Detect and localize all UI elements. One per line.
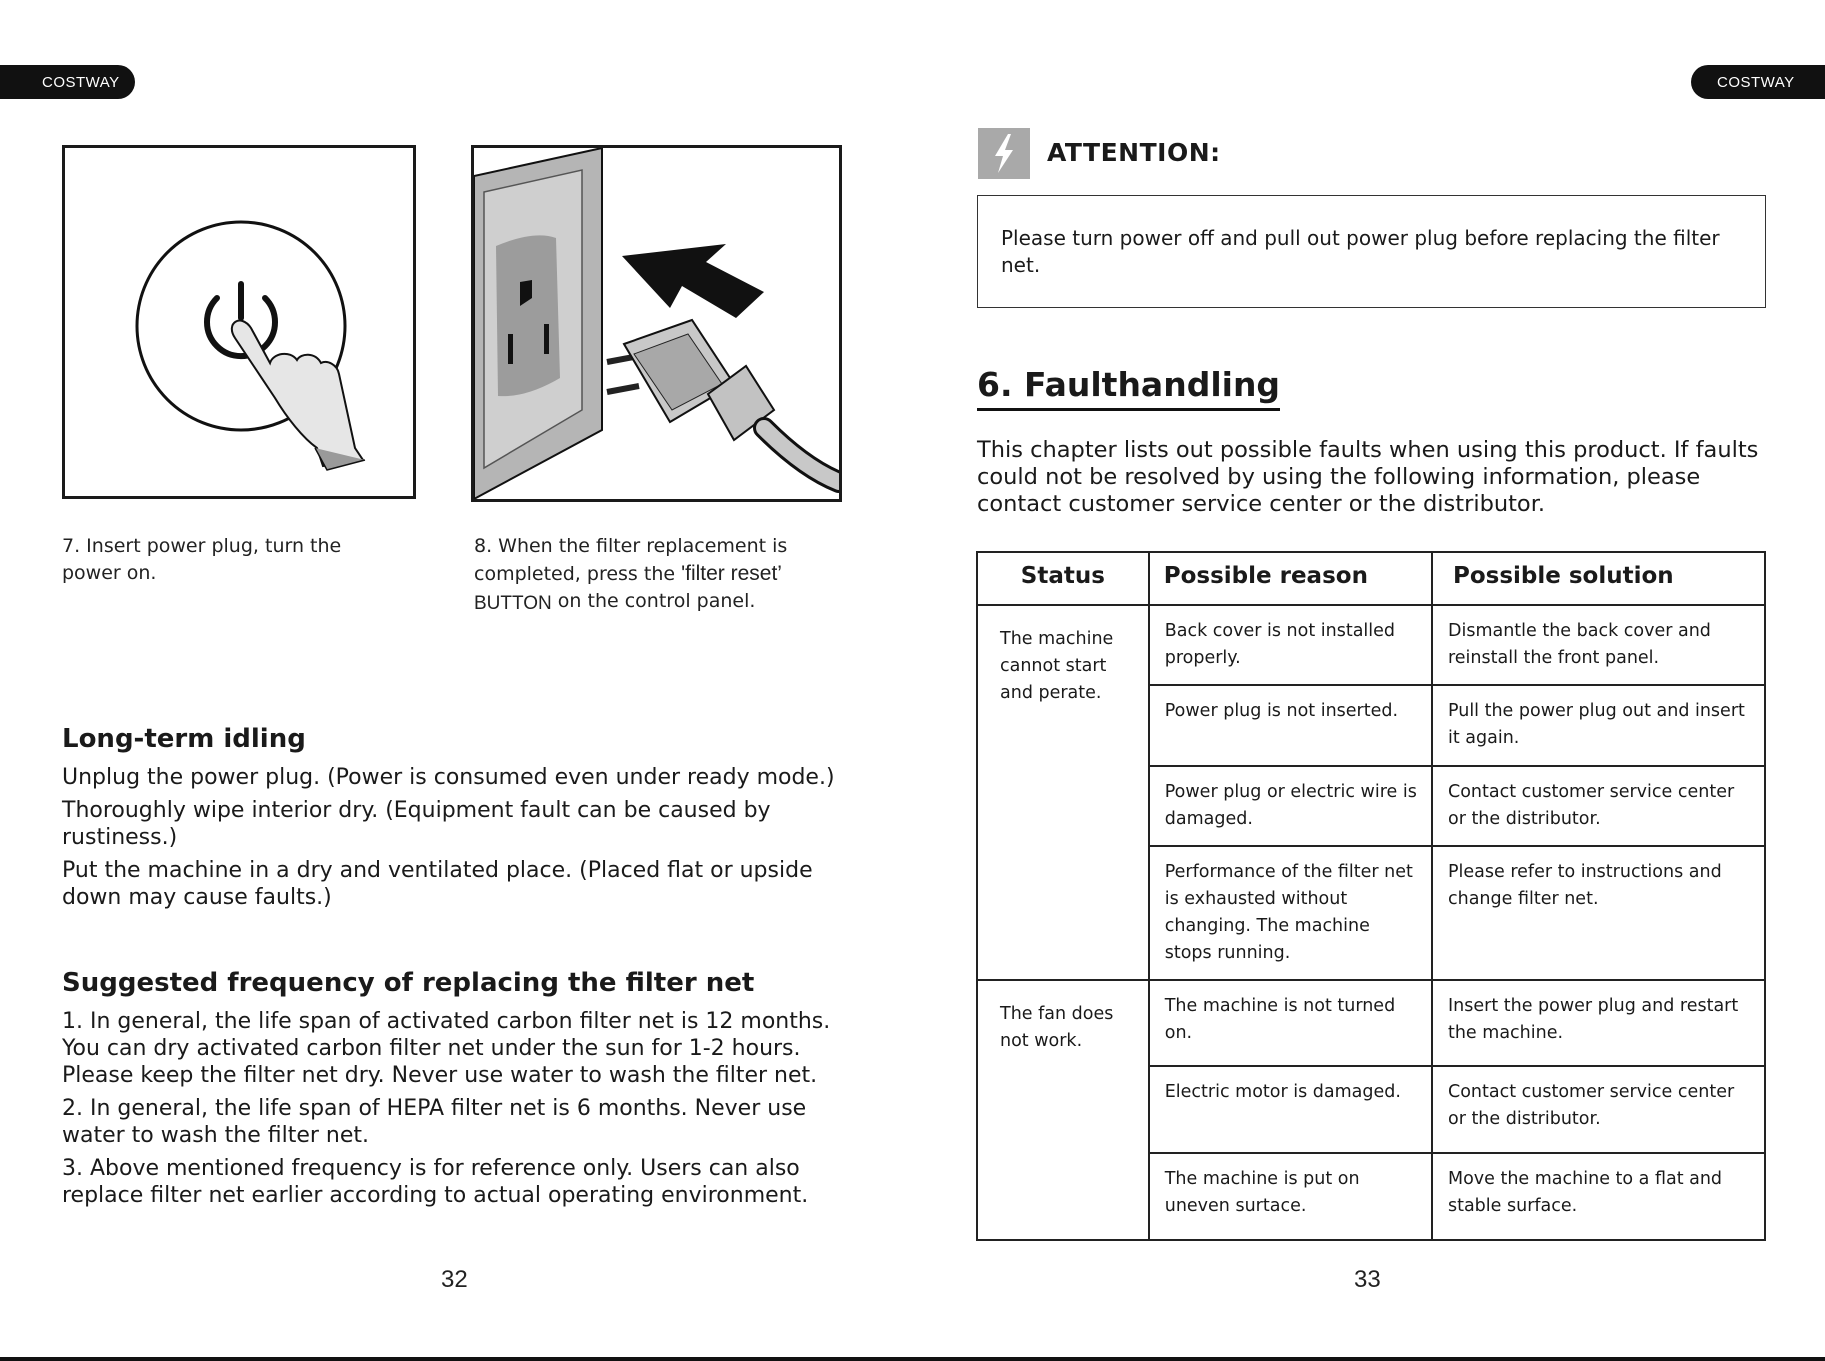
status-cell: The fan does not work. xyxy=(977,980,1149,1240)
filter-reset-key: 'filter reset’ xyxy=(681,562,782,585)
filter-frequency-heading: Suggested frequency of replacing the filter net xyxy=(62,968,755,998)
caption-step-8-end: on the control panel. xyxy=(551,590,756,612)
table-row xyxy=(977,605,1765,685)
attention-title: ATTENTION: xyxy=(1047,138,1221,167)
frequency-line: 1. In general, the life span of activated carbon filter net is 12 months. You can dry activated carbon filter net under the sun for 1-2 hours. Please keep the filter net dry. Never use water to wash the filter net. xyxy=(62,1009,831,1088)
idling-line: Put the machine in a dry and ventilated place. (Placed flat or upside down may cause faults.) xyxy=(62,858,813,910)
reason-cell: Electric motor is damaged. xyxy=(1149,1066,1432,1153)
solution-cell: Dismantle the back cover and reinstall the front panel. xyxy=(1432,605,1765,685)
solution-cell: Contact customer service center or the distributor. xyxy=(1432,1066,1765,1153)
reason-cell: Power plug or electric wire is damaged. xyxy=(1149,766,1432,846)
section-intro: This chapter lists out possible faults when using this product. If faults could not be resolved by using the following information, please contact customer service center or the distributor. xyxy=(977,437,1759,517)
reason-cell: Performance of the filter net is exhausted without changing. The machine stops running. xyxy=(1149,846,1432,980)
status-cell: The machine cannot start and perate. xyxy=(977,605,1149,980)
solution-cell: Insert the power plug and restart the machine. xyxy=(1432,980,1765,1066)
page-number-left: 32 xyxy=(441,1266,468,1293)
column-header-solution: Possible solution xyxy=(1432,552,1765,605)
power-button-illustration xyxy=(62,145,416,499)
lightning-warning-icon xyxy=(978,128,1030,179)
fault-table xyxy=(976,551,1766,1241)
solution-cell: Contact customer service center or the distributor. xyxy=(1432,766,1765,846)
brand-logo-left xyxy=(0,65,135,99)
long-term-idling-text xyxy=(62,764,862,917)
section-title: 6. Faulthandling xyxy=(977,365,1280,411)
frequency-line: 3. Above mentioned frequency is for reference only. Users can also replace filter net earlier according to actual operating environment. xyxy=(62,1156,809,1208)
attention-text: Please turn power off and pull out power plug before replacing the filter net. xyxy=(1001,226,1720,277)
reason-cell: Power plug is not inserted. xyxy=(1149,685,1432,766)
attention-box xyxy=(977,195,1766,308)
button-label: BUTTON xyxy=(474,593,552,614)
reason-cell: Back cover is not installed properly. xyxy=(1149,605,1432,685)
brand-name: COSTWAY xyxy=(42,73,120,91)
power-button-press-icon xyxy=(65,148,413,496)
table-row xyxy=(977,980,1765,1066)
solution-cell: Please refer to instructions and change filter net. xyxy=(1432,846,1765,980)
idling-line: Unplug the power plug. (Power is consumed even under ready mode.) xyxy=(62,765,835,790)
caption-step-8-text: 8. When the filter replacement is completed, press the xyxy=(474,535,788,585)
brand-name: COSTWAY xyxy=(1717,73,1795,91)
frequency-line: 2. In general, the life span of HEPA filter net is 6 months. Never use water to wash the filter net. xyxy=(62,1096,807,1148)
plug-insert-outlet-icon xyxy=(474,148,839,499)
solution-cell: Move the machine to a flat and stable surface. xyxy=(1432,1153,1765,1240)
solution-cell: Pull the power plug out and insert it again. xyxy=(1432,685,1765,766)
table-header-row xyxy=(977,552,1765,605)
reason-cell: The machine is not turned on. xyxy=(1149,980,1432,1066)
filter-frequency-text xyxy=(62,1008,862,1215)
plug-insert-illustration xyxy=(471,145,842,502)
idling-line: Thoroughly wipe interior dry. (Equipment fault can be caused by rustiness.) xyxy=(62,798,771,850)
long-term-idling-heading: Long-term idling xyxy=(62,724,306,754)
column-header-reason: Possible reason xyxy=(1149,552,1432,605)
reason-cell: The machine is put on uneven surtace. xyxy=(1149,1153,1432,1240)
bottom-border xyxy=(0,1357,1825,1361)
caption-step-8 xyxy=(474,533,854,615)
column-header-status: Status xyxy=(977,552,1149,605)
brand-logo-right xyxy=(1691,65,1825,99)
page-number-right: 33 xyxy=(1354,1266,1381,1293)
caption-step-7: 7. Insert power plug, turn the power on. xyxy=(62,535,342,584)
